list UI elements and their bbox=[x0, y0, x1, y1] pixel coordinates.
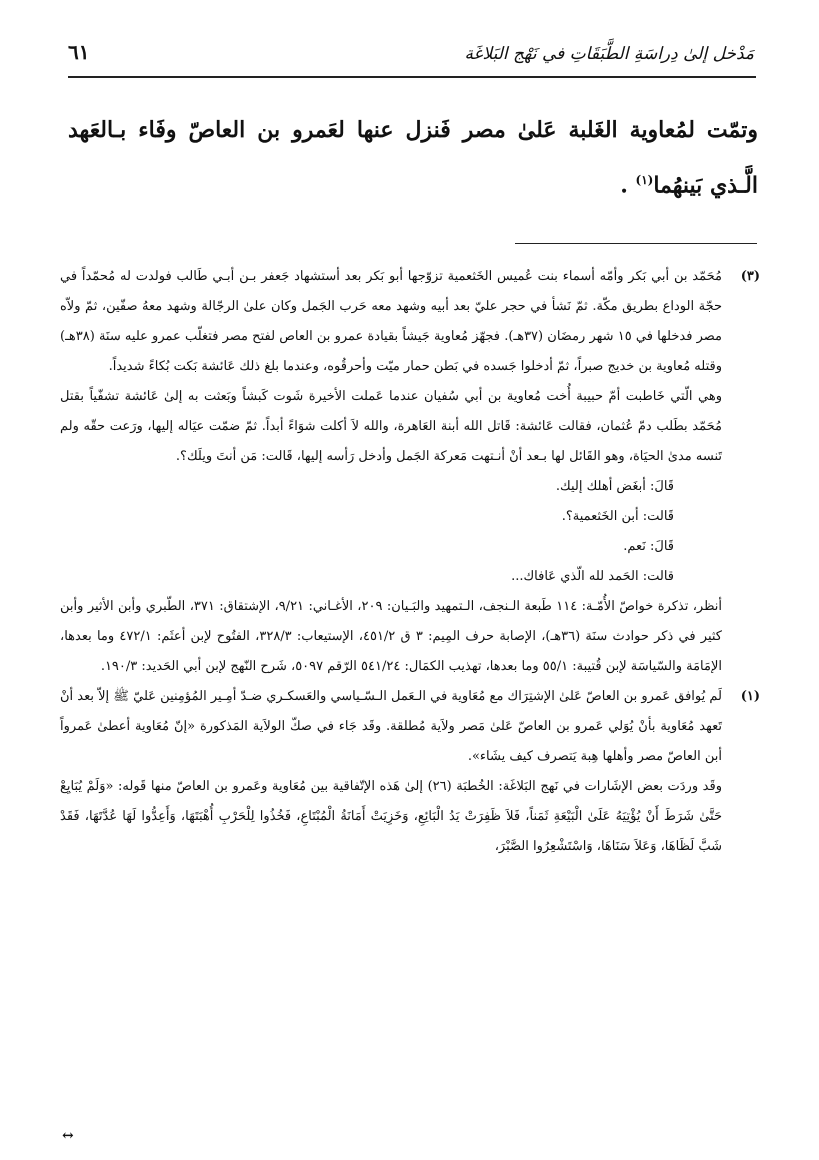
footnote-sources: أنظر، تذكرة خواصّ الأُمّـة: ١١٤ طَبعة الـنجف، الـتمهيد والبَـيان: ٢٠٩، الأغـاني: ٩/٢١، الإشتقاق: ٣٧١، الطّبري وأبن الأثير وأبن كثير في ذكر حوادث سنَة (٣٦هـ)، الإصابة حرف المِيم: ٣ ق ٤٥١/٢، الإستيعاب: ٣٢٨/٣، الفتُوح لإبن أعثَم: ٤٧٢/١ وما بعدها، الإمَامَة والسّياسَة لإبن قُتيبة: ٥٥/١ وما بعدها، تهذيب الكمَال: ٥٤١/٢٤ الرّقم ٥٠٩٧، شَرح النّهج لإبن أبي الحَديد: ١٩٠/٣. bbox=[60, 599, 722, 674]
dialogue-line: قالت: الحَمد لله الّذي عَافاك... bbox=[511, 569, 674, 584]
footnote-reference: (١) bbox=[635, 173, 654, 187]
header-rule bbox=[68, 76, 756, 78]
footnote-body bbox=[60, 682, 722, 862]
main-text: وتمّت لمُعاوية الغَلبة عَلىٰ مصر فَنزل عنها لعَمرو بن العاصّ وفَاء بـالعَهد الَّـذي بَينهُما bbox=[68, 117, 758, 199]
footnote bbox=[60, 262, 760, 682]
footnote bbox=[60, 682, 760, 862]
dialogue-line: قَالت: أبن الخَثعمية؟. bbox=[561, 509, 674, 524]
continuation-icon: ↔ bbox=[62, 1128, 74, 1144]
page-number: ٦١ bbox=[68, 40, 90, 64]
footnote-marker: (١) bbox=[740, 689, 760, 704]
page-header bbox=[68, 38, 754, 72]
running-title: مَدْخل إلىٰ دِراسَةِ الطَّبَقَاتِ في نَهْج البَلاغَة bbox=[464, 44, 754, 64]
main-text-end: . bbox=[620, 172, 636, 199]
footnote-paragraph: وهي الّتي خَاطبت أمّ حبيبة أُخت مُعاوية بن أبي سُفيان عندما عَملت الأخيرة شَوت كَبشاً وبَعثت به إلىٰ عَائشة تشفّياً بقتل مُحَمّد بطَلب دمّ عُثمان، فقالت عَائشة: قَاتل الله أبنة العَاهرة، والله لاَ أكلت شوَاءً أبداً. ثمّ ضمّت عيَاله إليها، ورَعت حقّه ولم تَنسه مدىٰ الحيَاة، وهو القَائل لها بـعد أنْ أنـتهت مَعركة الجَمل وأدخل رَأسه إليها، قَالت: مَن أنتَ ويلَك؟. bbox=[60, 389, 722, 464]
dialogue-line: قَالَ: نَعم. bbox=[623, 539, 674, 554]
footnotes bbox=[60, 262, 760, 862]
dialogue-line: قَالَ: أبغَض أهلك إليك. bbox=[555, 479, 674, 494]
footnote-paragraph: مُحَمّد بن أبي بَكر وأمّه أسماء بنت عُميس الخَثعمية تزوّجها أبو بَكر بعد أستشهاد جَعفر بـن أبـي طَالب فولدت له مُحمّداً في حجّة الوداع بطريق مكّة. ثمّ نَشأ في حجر عليّ بعد أبيه وشهد معه حَرب الجَمل وكان علىٰ الرجّالة وشهد معهُ صفّين، ثمّ ولاّه مصر فدخلها في ١٥ شهر رمضَان (٣٧هـ). فجهّز مُعاوية جَيشاً بقيادة عمرو بن العاص لفتح مصر فتغلّب عمرو عليه سنَة (٣٨هـ) وقتله مُعاوية بن خديج صبراً، ثمّ أدخلوا جَسده في بَطن حمار ميّت وأحرقُوه، وعندما بلغ ذلك عَائشة بَكت بُكاءً شديداً. bbox=[60, 269, 723, 374]
footnote-separator bbox=[515, 243, 757, 244]
footnote-body bbox=[60, 262, 722, 682]
footnote-paragraph: وقَد وردَت بعض الإشَارات في نَهج البَلاغَة: الخُطبَة (٢٦) إلىٰ هَذه الإتّفاقية بين مُعَاوية وعَمرو بن العاصّ منها قَوله: «وَلَمْ يُبَايِعْ حَتَّىٰ شَرَطَ أَنْ يُؤْتِيَهُ عَلَىٰ الْبَيْعَةِ ثَمَناً، فَلاَ ظَفِرَتْ يَدُ الْبَائِعِ، وَخَزِيَتْ أَمَانَةُ الْمُبْتَاعِ، فَخُذُوا لِلْحَرْبِ أُهْبَتَهَا، وَأَعِدُّوا لَهَا عُدَّتَهَا، فَقَدْ شَبَّ لَظَاهَا، وَعَلاَ سَنَاهَا، وَاسْتَشْعِرُوا الصَّبْرَ، bbox=[60, 779, 722, 854]
footnote-marker: (٣) bbox=[740, 269, 760, 284]
main-paragraph bbox=[68, 105, 758, 210]
footnote-paragraph: لَم يُوافق عَمرو بن العاصّ عَلىٰ الإشتِرَاك مع مُعَاوية في الـعَمل الـسّـياسي والعَسكـري ضـدّ أمِـير المُؤمِنين عَليّ ﷺ إلاّ بعد أنْ تَعهد مُعَاوية بأنْ يُوَلي عَمرو بن العاصّ عَلىٰ مَصر ولاَية مُطلقة. وقَد جَاء في صكّ الولاَية المَذكورة «إنّ مُعَاوية أعطىٰ عَمرواً أبن العاصّ مصر وأهلها هِبة يَتصرف كيف يشَاء». bbox=[60, 689, 722, 764]
